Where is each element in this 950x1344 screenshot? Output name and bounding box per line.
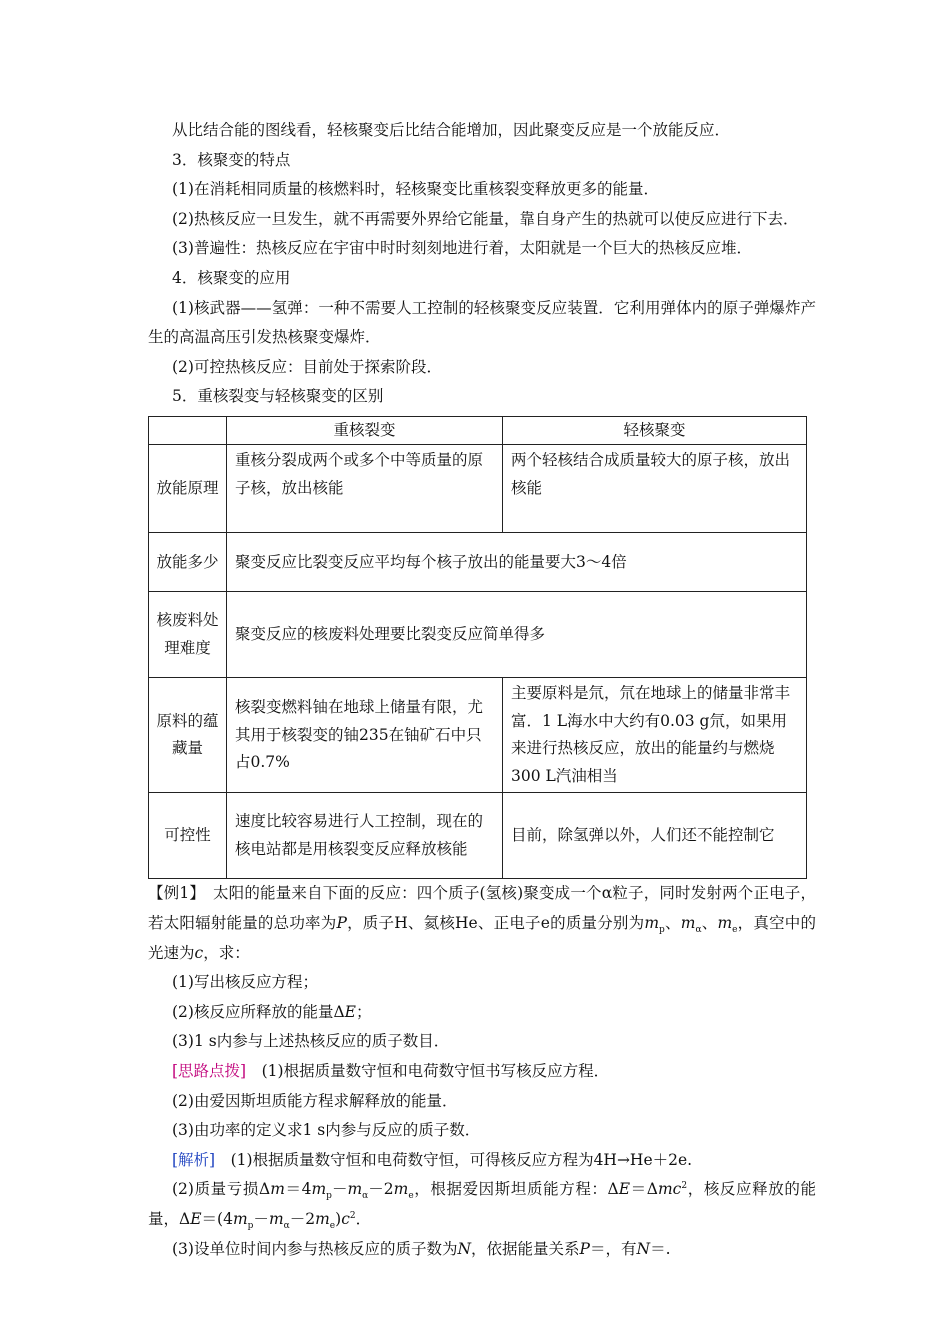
intro-paragraph: 从比结合能的图线看，轻核聚变后比结合能增加，因此聚变反应是一个放能反应． [172, 121, 731, 139]
row-header-energy-principle: 放能原理 [149, 445, 227, 533]
cell-fission-reserves: 核裂变燃料铀在地球上储量有限，尤其用于核裂变的铀235在铀矿石中只占0.7% [227, 678, 503, 793]
cell-energy-amount: 聚变反应比裂变反应平均每个核子放出的能量要大3～4倍 [227, 533, 807, 592]
section-4-point-2: (2)可控热核反应：目前处于探索阶段． [172, 357, 442, 376]
analysis-line-1: [解析] (1)根据质量数守恒和电荷数守恒，可得核反应方程为4H→He＋2e. [172, 1150, 693, 1169]
cell-fission-principle: 重核分裂成两个或多个中等质量的原子核，放出核能 [227, 445, 503, 533]
cell-fusion-reserves: 主要原料是氘，氘在地球上的储量非常丰富．1 L海水中大约有0.03 g氘，如果用来进行热核反应，放出的能量约与燃烧300 L汽油相当 [503, 678, 807, 793]
table-corner-cell [149, 416, 227, 445]
column-header-fission: 重核裂变 [227, 416, 503, 445]
analysis-line-2: (2)质量亏损$\Delta m=4m_p-m_\alpha-2m_e$，根据爱因斯坦质能方程：ΔE＝Δmc$^2$，核反应释放的能量，$\Delta E=(4m_p-m_\alpha-2m_e)c^2$． [148, 1180, 816, 1232]
column-header-fusion: 轻核聚变 [503, 416, 807, 445]
cell-fusion-control: 目前，除氢弹以外，人们还不能控制它 [503, 793, 807, 879]
analysis-line-3: (3)设单位时间内参与热核反应的质子数为N，依据能量关系P＝，有N＝. [172, 1239, 671, 1258]
table-header-row [149, 416, 807, 445]
hint-line-1: [思路点拨] (1)根据质量数守恒和电荷数守恒书写核反应方程． [172, 1062, 610, 1080]
example-question-3: (3)1 s内参与上述热核反应的质子数目． [172, 1032, 450, 1051]
hint-line-3: (3)由功率的定义求1 s内参与反应的质子数． [172, 1121, 481, 1140]
table-row [149, 445, 807, 533]
section-5-heading: 5．重核裂变与轻核聚变的区别 [172, 387, 384, 406]
section-3-heading: 3．核聚变的特点 [172, 150, 291, 169]
table-row [149, 678, 807, 793]
row-header-waste-handling: 核废料处理难度 [149, 592, 227, 678]
analysis-label: [解析] [172, 1150, 216, 1169]
example-label: 【例1】 [148, 884, 198, 903]
example-question-2: (2)核反应所释放的能量ΔE； [172, 1002, 372, 1021]
row-header-fuel-reserves: 原料的蕴藏量 [149, 678, 227, 793]
section-4-heading: 4．核聚变的应用 [172, 268, 291, 287]
table-row [149, 592, 807, 678]
cell-waste-handling: 聚变反应的核废料处理要比裂变反应简单得多 [227, 592, 807, 678]
hint-label: [思路点拨] [172, 1062, 247, 1080]
document-page [148, 116, 816, 1264]
section-4-point-1: (1)核武器——氢弹：一种不需要人工控制的轻核聚变反应装置．它利用弹体内的原子弹爆炸产生的高温高压引发热核聚变爆炸． [148, 298, 816, 347]
table-row [149, 793, 807, 879]
example-question-1: (1)写出核反应方程； [172, 973, 318, 992]
section-3-point-3: (3)普遍性：热核反应在宇宙中时时刻刻地进行着，太阳就是一个巨大的热核反应堆． [172, 239, 752, 258]
comparison-table [148, 416, 807, 880]
row-header-controllability: 可控性 [149, 793, 227, 879]
example-stem: 【例1】 太阳的能量来自下面的反应：四个质子(氢核)聚变成一个α粒子，同时发射两个正电子，若太阳辐射能量的总功率为P，质子H、氦核He、正电子e的质量分别为$m_p$、$m_\alpha$、$m_e$，真空中的光速为c，求： [148, 884, 816, 962]
cell-fission-control: 速度比较容易进行人工控制，现在的核电站都是用核裂变反应释放核能 [227, 793, 503, 879]
cell-fusion-principle: 两个轻核结合成质量较大的原子核，放出核能 [503, 445, 807, 533]
section-3-point-2: (2)热核反应一旦发生，就不再需要外界给它能量，靠自身产生的热就可以使反应进行下去． [172, 209, 799, 228]
section-3-point-1: (1)在消耗相同质量的核燃料时，轻核聚变比重核裂变释放更多的能量． [172, 180, 659, 199]
table-row [149, 533, 807, 592]
hint-line-2: (2)由爱因斯坦质能方程求解释放的能量． [172, 1091, 458, 1110]
row-header-energy-amount: 放能多少 [149, 533, 227, 592]
